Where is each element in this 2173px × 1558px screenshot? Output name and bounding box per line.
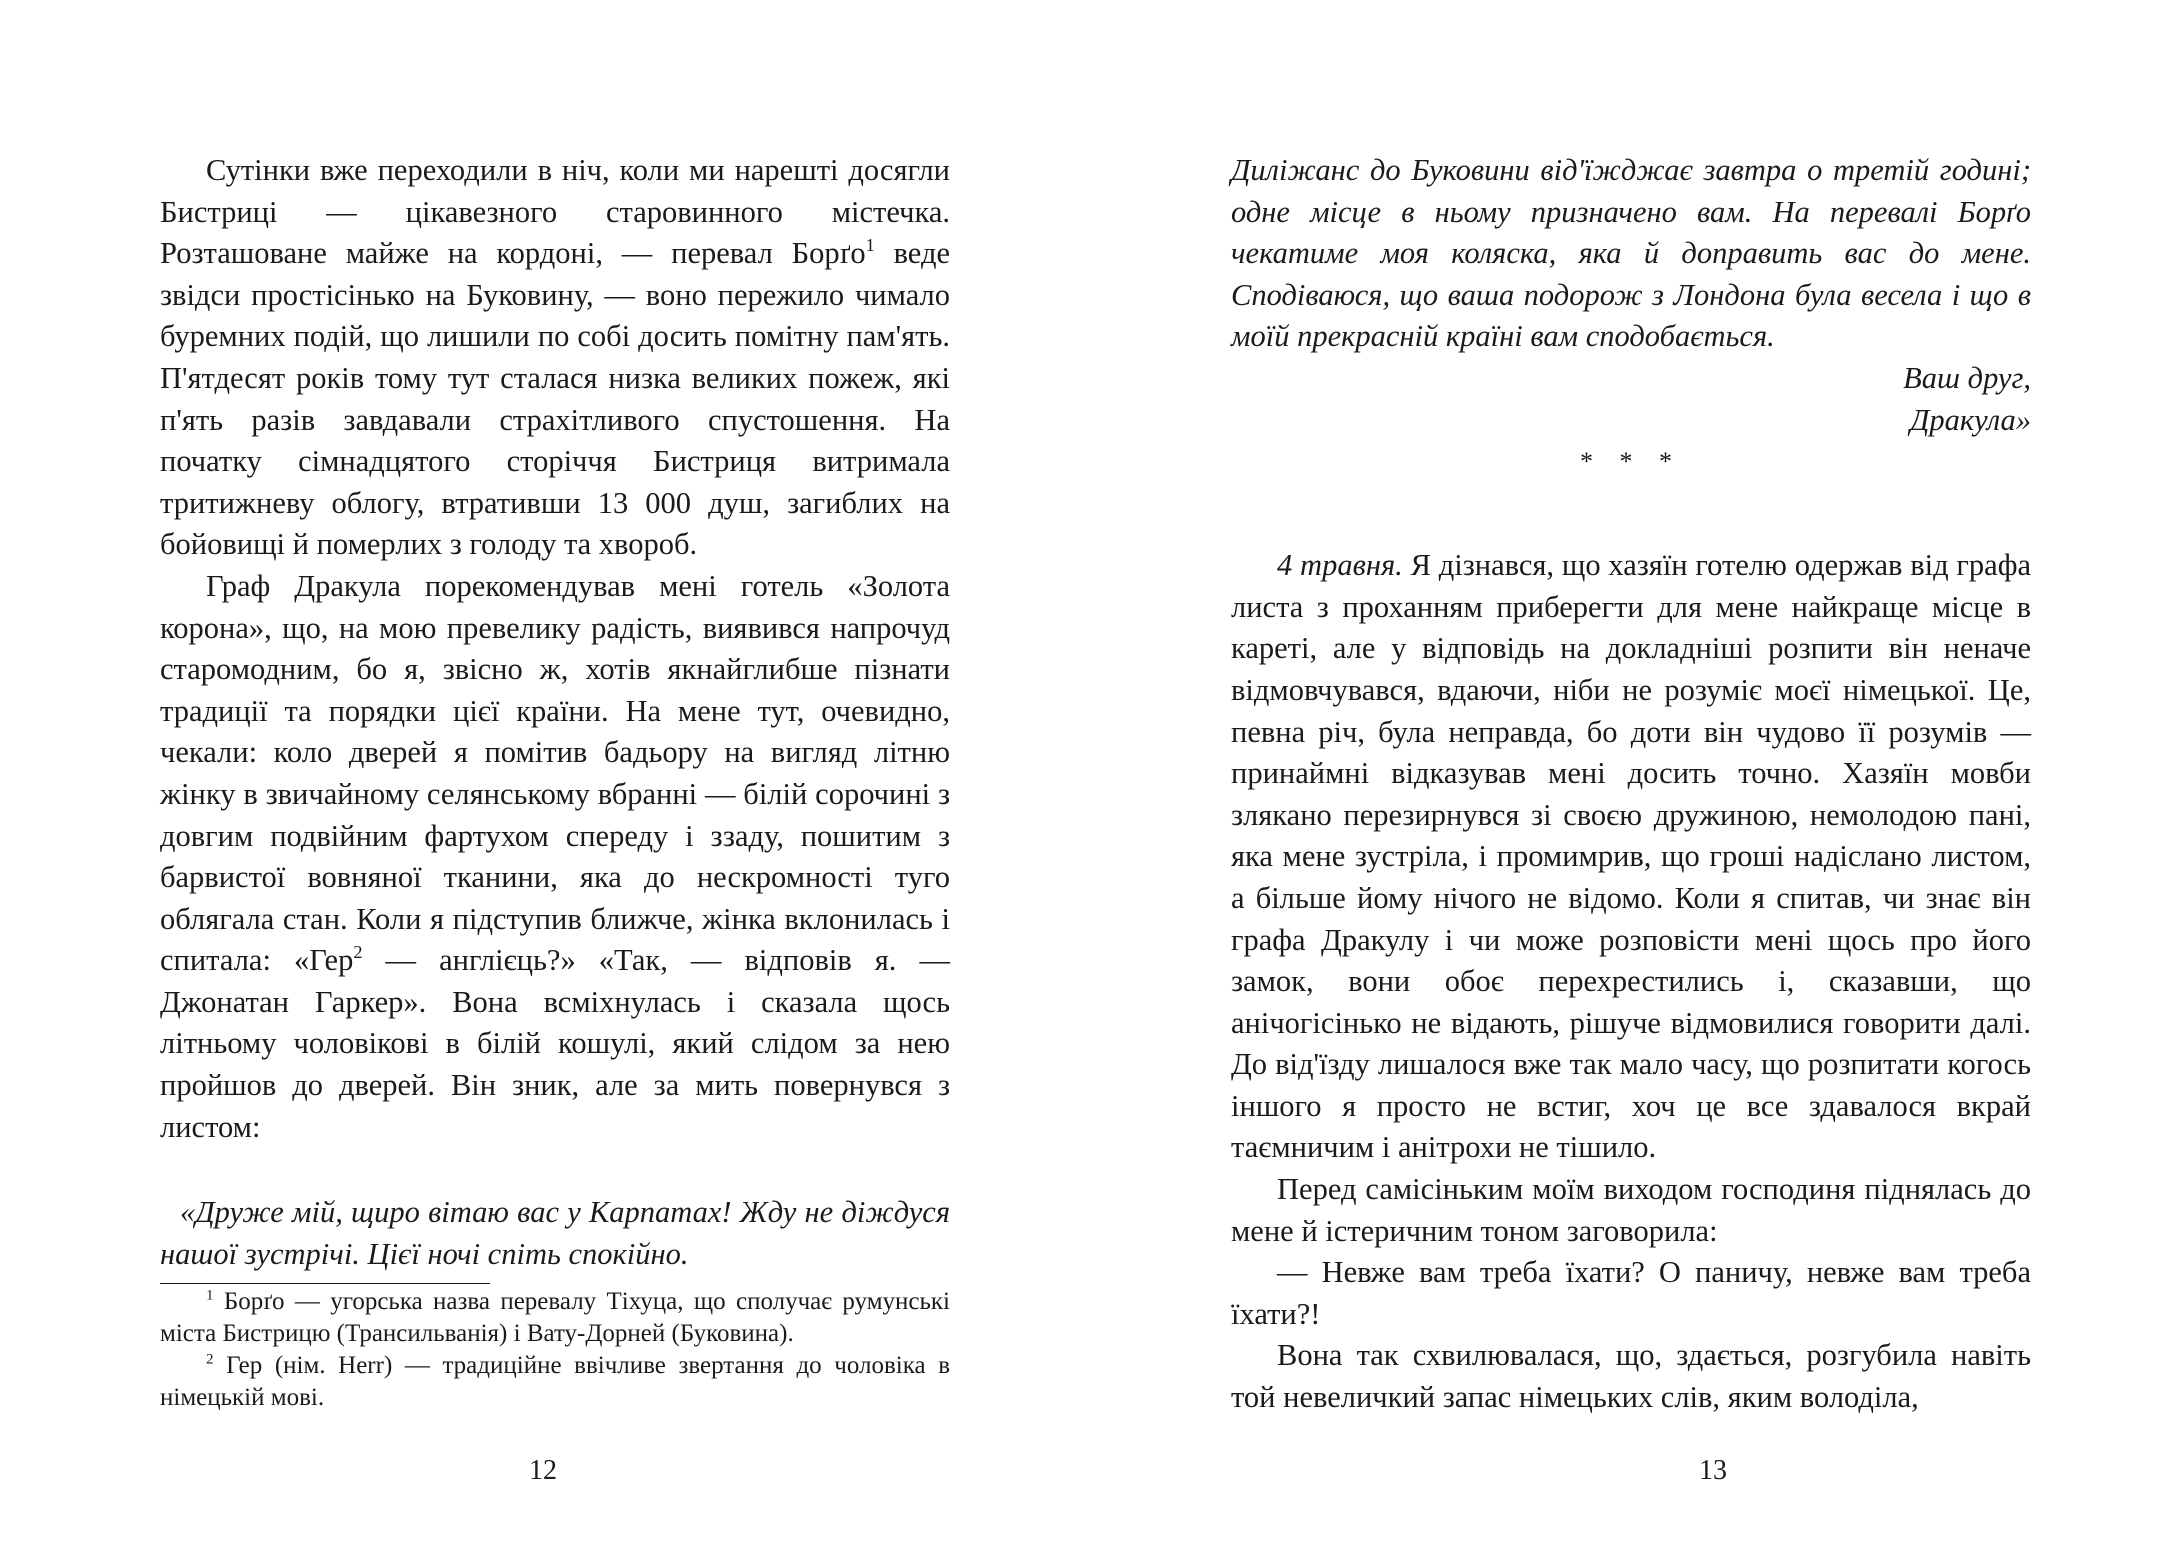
left-text-column: [160, 150, 950, 1414]
letter-text: Диліжанс до Буковини від'їжджає завтра о третій годині; одне місце в ньому призначено вам. На перевалі Борґо чекатиме моя коляска, яка й доправить вас до мене. Сподіваюся, що ваша подорож з Лондона була весела і що в моїй прекрасній країні вам сподобається.: [1231, 153, 2031, 354]
footnote-ref: 2: [353, 942, 363, 963]
footnotes: [160, 1286, 950, 1414]
section-separator: * * *: [1580, 447, 1682, 477]
page-number: 12: [529, 1455, 557, 1486]
left-page: [0, 0, 1086, 1558]
paragraph: — Невже вам треба їхати? О паничу, невже вам треба їхати?!: [1231, 1255, 2031, 1331]
paragraph: Сутінки вже переходили в ніч, коли ми нарешті досягли Бистриці — цікавезного старовинного містечка. Розташоване майже на кордоні, — перевал Борґо$^1$ веде звідси простісінько на Буковину, — воно пережило чимало буремних подій, що лишили по собі досить помітну пам'ять. П'ятдесят років тому тут сталася низка великих пожеж, які п'ять разів завдавали страхітливого спустошення. На початку сімнадцятого сторіччя Бистриця витримала тритижневу облогу, втративши 13 000 душ, загиблих на бойовищі й померлих з голоду та хвороб.: [160, 153, 950, 562]
paragraph: 4 травня. Я дізнався, що хазяїн готелю одержав від графа листа з проханням приберегти для мене найкраще місце в кареті, але у відповідь на докладніші розпити він неначе відмовчувався, вдаючи, ніби не розуміє моєї німецької. Це, певна річ, була неправда, бо доти він чудово її розумів — принаймні відказував мені досить точно. Хазяїн мовби злякано перезирнувся зі своєю дружиною, немолодою пані, яка мене зустріла, і промимрив, що гроші надіслано листом, а більше йому нічого не відомо. Коли я спитав, чи знає він графа Дракулу і чи може розповісти мені щось про його замок, вони обоє перехрестились і, сказавши, що анічогісінько не відають, рішуче відмовилися говорити далі. До від'їзду лишалося вже так мало часу, що розпитати когось іншого я просто не встиг, хоч це все здавалося вкрай таємничим і анітрохи не тішило.: [1231, 548, 2031, 1165]
page-number: 13: [1699, 1455, 1727, 1486]
footnote-ref: 1: [865, 235, 875, 256]
letter-text: «Друже мій, щиро вітаю вас у Карпатах! Жду не діждуся нашої зустрічі. Цієї ночі спіть спокійно.: [160, 1195, 950, 1271]
footnote: $^2$ Гер (нім. Herr) — традиційне ввічливе звертання до чоловіка в німецькій мові.: [160, 1351, 950, 1412]
letter-sign-line: Ваш друг,: [1903, 360, 2031, 395]
letter-continuation: [1231, 150, 2031, 441]
paragraph: Перед самісіньким моїм виходом господиня піднялась до мене й істеричним тоном заговорила:: [1231, 1172, 2031, 1248]
footnote-rule: [160, 1283, 490, 1284]
diary-date: 4 травня.: [1277, 548, 1403, 583]
letter-opening: [160, 1192, 950, 1275]
right-body: [1231, 545, 2031, 1418]
right-page: [1086, 0, 2173, 1558]
paragraph: Вона так схвилювалася, що, здається, розгубила навіть той невеличкий запас німецьких слів, яким володіла,: [1231, 1338, 2031, 1415]
footnote: $^1$ Борґо — угорська назва перевалу Тіхуца, що сполучає румунські міста Бистрицю (Трансильванія) і Вату-Дорней (Буковина).: [160, 1287, 950, 1348]
paragraph: Граф Дракула порекомендував мені готель «Золота корона», що, на мою превелику радість, виявився напрочуд старомодним, бо я, звісно ж, хотів якнайглибше пізнати традиції та порядки цієї країни. На мене тут, очевидно, чекали: коло дверей я помітив бадьору на вигляд літню жінку в звичайному селянському вбранні — білій сорочині з довгим подвійним фартухом спереду і ззаду, пошитим з барвистої вовняної тканини, яка до нескромності туго облягала стан. Коли я підступив ближче, жінка вклонилась і спитала: «Гер$^2$ — англієць?» «Так, — відповів я. — Джонатан Гаркер». Вона всміхнулась і сказала щось літньому чоловікові в білій кошулі, який слідом за нею пройшов до дверей. Він зник, але за мить повернувся з листом:: [160, 568, 950, 1144]
letter-signature: Дракула»: [1909, 402, 2031, 437]
left-body: [160, 150, 950, 1148]
right-text-column: [1231, 150, 2031, 1419]
